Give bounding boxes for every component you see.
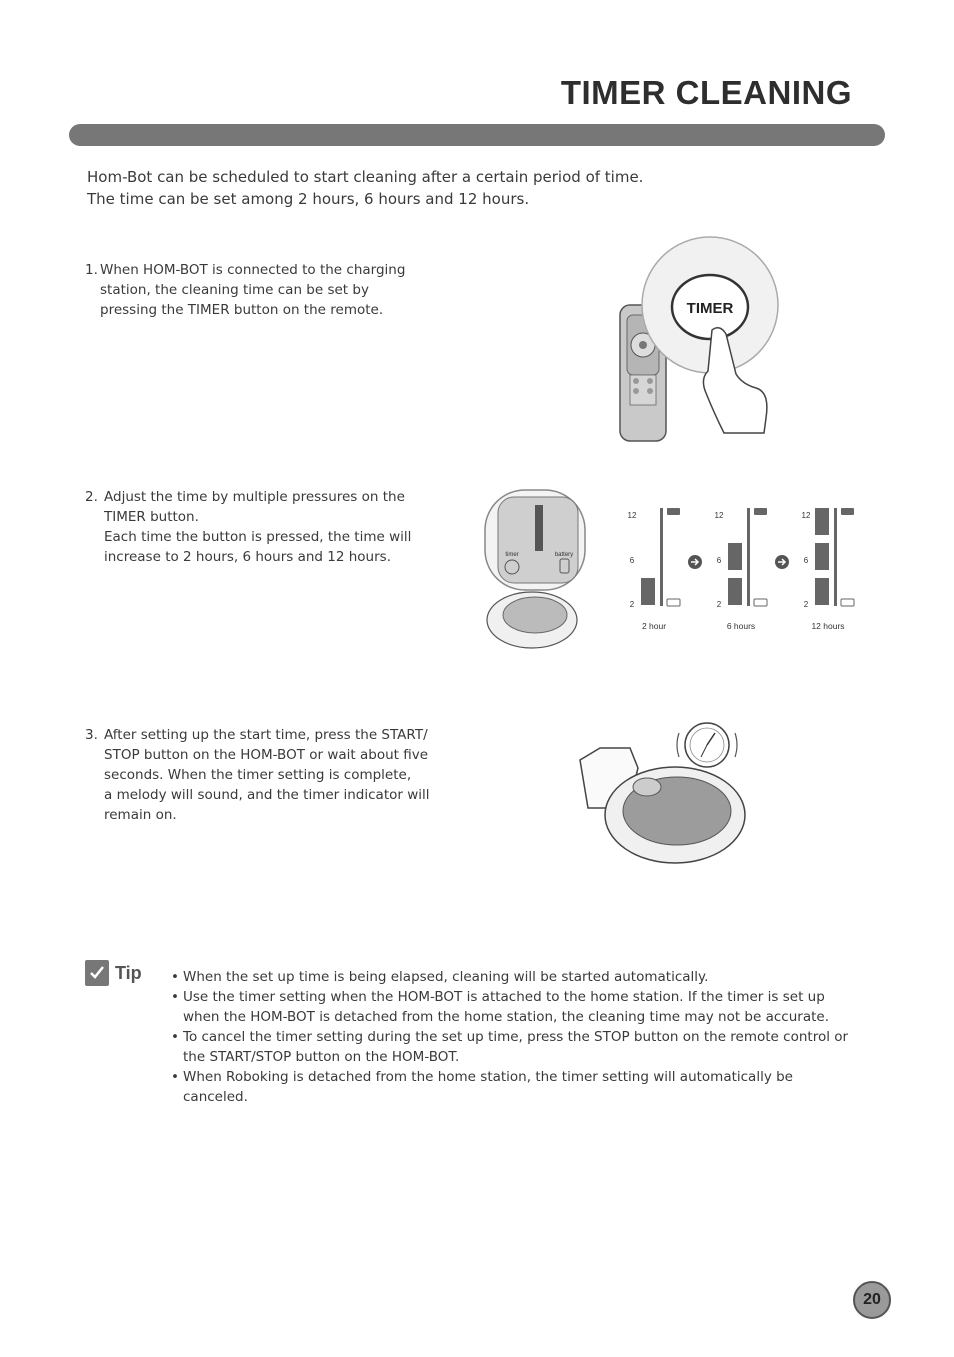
tip-list <box>171 967 861 1107</box>
step-line: seconds. When the timer setting is complete, <box>104 767 412 783</box>
timer-segment <box>815 578 829 605</box>
step-line: station, the cleaning time can be set by <box>100 282 369 298</box>
intro-paragraph <box>87 166 847 210</box>
timer-indicator-chart <box>618 500 863 640</box>
step-line: When HOM-BOT is connected to the charging <box>100 262 406 278</box>
tip-item: • Use the timer setting when the HOM-BOT is attached to the home station. If the timer is set up when the HOM-BOT is detached from the home station, the cleaning time may not be accurate. <box>171 987 861 1027</box>
panel-timer-label: timer <box>505 552 519 558</box>
timer-segment <box>728 543 742 570</box>
intro-line: Hom-Bot can be scheduled to start cleaning after a certain period of time. <box>87 168 644 186</box>
battery-bar <box>834 508 837 606</box>
step-line: a melody will sound, and the timer indicator will <box>104 787 430 803</box>
timer-indicator <box>802 508 854 631</box>
step-line: increase to 2 hours, 6 hours and 12 hours. <box>104 549 391 565</box>
panel-battery-label: battery <box>554 552 574 558</box>
step-1 <box>85 260 465 320</box>
battery-full-icon <box>667 508 680 515</box>
step-text <box>104 487 465 567</box>
robot-docked-illustration <box>575 715 755 875</box>
timer-segment <box>641 578 655 605</box>
battery-bar <box>747 508 750 606</box>
arrow-right-icon <box>775 555 789 569</box>
timer-indicator <box>628 508 702 631</box>
scale-label: 12 <box>714 511 724 520</box>
indicator-caption: 2 hour <box>641 621 667 631</box>
title-divider-bar <box>69 124 885 146</box>
page-number: 20 <box>853 1281 891 1319</box>
clock-icon <box>677 723 737 767</box>
arrow-right-icon <box>688 555 702 569</box>
scale-label: 2 <box>716 600 722 609</box>
tip-heading <box>85 960 142 986</box>
battery-empty-icon <box>667 599 680 606</box>
step-line: Adjust the time by multiple pressures on the <box>104 489 405 505</box>
battery-empty-icon <box>754 599 767 606</box>
scale-label: 12 <box>801 511 811 520</box>
battery-bar <box>660 508 663 606</box>
page-title: TIMER CLEANING <box>560 74 852 111</box>
timer-indicator <box>715 508 789 631</box>
step-number: 1. <box>85 262 98 278</box>
robot-panel-illustration <box>480 485 590 655</box>
tip-item: • When Roboking is detached from the home station, the timer setting will automatically be canceled. <box>171 1067 861 1107</box>
step-number: 3. <box>85 727 98 743</box>
tip-label: Tip <box>115 962 142 983</box>
indicator-caption: 12 hours <box>811 621 845 631</box>
step-line: remain on. <box>104 807 177 823</box>
step-text <box>104 725 475 825</box>
step-line: TIMER button. <box>104 509 199 525</box>
scale-label: 6 <box>716 556 722 565</box>
timer-segment <box>815 508 829 535</box>
scale-label: 2 <box>629 600 635 609</box>
intro-line: The time can be set among 2 hours, 6 hours and 12 hours. <box>87 190 530 208</box>
scale-label: 6 <box>803 556 809 565</box>
step-3 <box>85 725 475 825</box>
indicator-group-container <box>628 508 854 631</box>
battery-full-icon <box>841 508 854 515</box>
remote-timer-illustration <box>600 235 790 445</box>
timer-button-label: TIMER <box>686 300 734 317</box>
step-line: Each time the button is pressed, the time will <box>104 529 412 545</box>
scale-label: 6 <box>629 556 635 565</box>
timer-segment <box>728 578 742 605</box>
step-number: 2. <box>85 489 98 505</box>
scale-label: 12 <box>627 511 637 520</box>
scale-label: 2 <box>803 600 809 609</box>
tip-item: • When the set up time is being elapsed, cleaning will be started automatically. <box>171 967 861 987</box>
step-line: pressing the TIMER button on the remote. <box>100 302 384 318</box>
panel-zoom-icon <box>485 490 585 590</box>
tip-item: • To cancel the timer setting during the set up time, press the STOP button on the remote control or the START/STOP button on the HOM-BOT. <box>171 1027 861 1067</box>
robot-cleaner-icon <box>605 767 745 863</box>
step-line: After setting up the start time, press the START/ <box>104 727 428 743</box>
battery-full-icon <box>754 508 767 515</box>
checkmark-icon <box>85 960 109 986</box>
timer-segment <box>815 543 829 570</box>
robot-icon <box>487 592 577 648</box>
step-2 <box>85 487 465 567</box>
step-line: STOP button on the HOM-BOT or wait about five <box>104 747 429 763</box>
battery-empty-icon <box>841 599 854 606</box>
step-text <box>100 260 465 320</box>
indicator-caption: 6 hours <box>726 621 756 631</box>
